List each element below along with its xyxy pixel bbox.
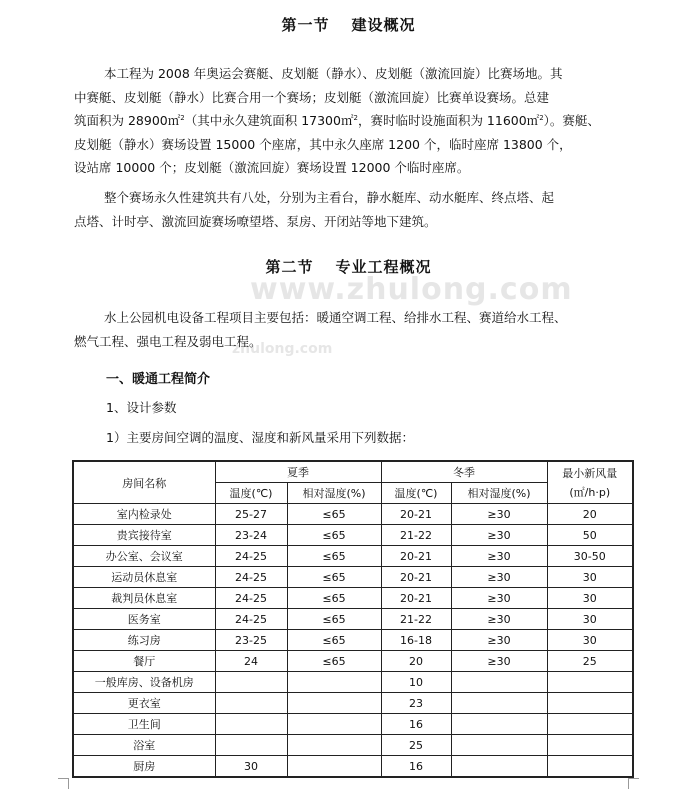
corner-mark	[58, 778, 69, 789]
cell-winter-humidity: ≥30	[451, 609, 547, 630]
cell-summer-temp: 24-25	[215, 546, 287, 567]
cell-winter-temp: 10	[381, 672, 451, 693]
cell-winter-temp: 21-22	[381, 609, 451, 630]
area-total: 筑面积为 28900㎡	[74, 113, 181, 128]
hvac-parameters-table	[72, 460, 634, 778]
table-row	[73, 735, 633, 756]
cell-fresh-air: 30	[547, 567, 633, 588]
cell-summer-temp	[215, 693, 287, 714]
section1-title-text: 建设概况	[351, 16, 416, 34]
superscript: 2	[539, 113, 544, 122]
cell-winter-humidity: ≥30	[451, 504, 547, 525]
cell-summer-temp: 24-25	[215, 588, 287, 609]
superscript: 2	[353, 113, 358, 122]
superscript: 2	[180, 113, 185, 122]
cell-summer-humidity	[287, 714, 381, 735]
table-row	[73, 609, 633, 630]
cell-winter-humidity: ≥30	[451, 525, 547, 546]
cell-summer-temp: 23-25	[215, 630, 287, 651]
cell-winter-humidity: ≥30	[451, 546, 547, 567]
text-line: 本工程为 2008 年奥运会赛艇、皮划艇（静水）、皮划艇（激流回旋）比赛场地。其	[104, 66, 563, 81]
cell-summer-humidity	[287, 735, 381, 756]
cell-summer-temp: 24-25	[215, 567, 287, 588]
cell-winter-humidity: ≥30	[451, 588, 547, 609]
header-summer-humidity: 相对湿度(%)	[287, 483, 381, 504]
table-row	[73, 588, 633, 609]
cell-summer-humidity: ≤65	[287, 651, 381, 672]
header-winter-temp: 温度(℃)	[381, 483, 451, 504]
cell-winter-temp: 16	[381, 756, 451, 778]
cell-summer-temp: 23-24	[215, 525, 287, 546]
cell-fresh-air	[547, 693, 633, 714]
cell-summer-humidity: ≤65	[287, 567, 381, 588]
cell-winter-temp: 20-21	[381, 588, 451, 609]
cell-winter-temp: 25	[381, 735, 451, 756]
section1-title	[0, 14, 697, 35]
section1-paragraph2	[74, 186, 638, 233]
text-line-area	[74, 109, 638, 133]
cell-summer-humidity	[287, 693, 381, 714]
cell-summer-humidity: ≤65	[287, 588, 381, 609]
text-line: 燃气工程、强电工程及弱电工程。	[74, 333, 262, 349]
cell-room: 厨房	[73, 756, 215, 778]
cell-room: 医务室	[73, 609, 215, 630]
cell-winter-temp: 21-22	[381, 525, 451, 546]
header-winter: 冬季	[381, 461, 547, 483]
cell-room: 卫生间	[73, 714, 215, 735]
watermark-large: www.zhulong.com	[250, 272, 573, 307]
cell-summer-temp: 30	[215, 756, 287, 778]
cell-winter-humidity	[451, 714, 547, 735]
cell-summer-humidity: ≤65	[287, 630, 381, 651]
cell-room: 贵宾接待室	[73, 525, 215, 546]
text-line: 整个赛场永久性建筑共有八处，分别为主看台，静水艇库、动水艇库、终点塔、起	[104, 190, 555, 205]
area-temporary: ，赛时临时设施面积为 11600㎡	[357, 113, 540, 128]
cell-fresh-air: 30	[547, 588, 633, 609]
cell-winter-temp: 23	[381, 693, 451, 714]
cell-room: 办公室、会议室	[73, 546, 215, 567]
cell-winter-humidity	[451, 672, 547, 693]
header-fresh-air-label: 最小新风量	[562, 466, 618, 480]
text-line: 水上公园机电设备工程项目主要包括：暖通空调工程、给排水工程、赛道给水工程、	[104, 310, 567, 325]
cell-fresh-air	[547, 714, 633, 735]
watermark-small: zhulong.com	[232, 341, 333, 357]
corner-mark	[628, 778, 639, 789]
cell-winter-humidity: ≥30	[451, 567, 547, 588]
table-row	[73, 756, 633, 778]
cell-winter-temp: 20-21	[381, 567, 451, 588]
cell-room: 裁判员休息室	[73, 588, 215, 609]
table-body	[73, 504, 633, 778]
table-row	[73, 651, 633, 672]
cell-fresh-air	[547, 756, 633, 778]
cell-fresh-air	[547, 672, 633, 693]
text-line: 点塔、计时亭、激流回旋赛场嘹望塔、泵房、开闭站等地下建筑。	[74, 213, 437, 229]
table-row	[73, 630, 633, 651]
cell-room: 一般库房、设备机房	[73, 672, 215, 693]
cell-winter-temp: 20-21	[381, 546, 451, 567]
table-row	[73, 504, 633, 525]
table-row	[73, 693, 633, 714]
cell-summer-humidity	[287, 672, 381, 693]
cell-fresh-air: 30	[547, 609, 633, 630]
section2-title-text: 专业工程概况	[335, 258, 432, 276]
cell-fresh-air: 30-50	[547, 546, 633, 567]
cell-fresh-air	[547, 735, 633, 756]
cell-summer-temp: 24	[215, 651, 287, 672]
cell-summer-humidity: ≤65	[287, 525, 381, 546]
header-room-name: 房间名称	[73, 461, 215, 504]
header-summer: 夏季	[215, 461, 381, 483]
header-fresh-air	[547, 461, 633, 504]
area-permanent: （其中永久建筑面积 17300㎡	[184, 113, 354, 128]
table-row	[73, 672, 633, 693]
cell-fresh-air: 30	[547, 630, 633, 651]
cell-summer-humidity	[287, 756, 381, 778]
cell-summer-temp: 24-25	[215, 609, 287, 630]
cell-summer-temp: 25-27	[215, 504, 287, 525]
cell-winter-temp: 20	[381, 651, 451, 672]
table-row	[73, 714, 633, 735]
table-row	[73, 525, 633, 546]
cell-summer-temp	[215, 672, 287, 693]
cell-room: 室内检录处	[73, 504, 215, 525]
text-line: 中赛艇、皮划艇（静水）比赛合用一个赛场；皮划艇（激流回旋）比赛单设赛场。总建	[74, 89, 550, 105]
cell-fresh-air: 25	[547, 651, 633, 672]
table-row	[73, 567, 633, 588]
cell-winter-temp: 16	[381, 714, 451, 735]
cell-summer-temp	[215, 714, 287, 735]
text-fragment: ）。赛艇、	[543, 113, 600, 128]
hvac-heading: 一、暖通工程简介	[106, 372, 211, 387]
section2-title-number: 第二节	[265, 258, 314, 276]
cell-winter-humidity: ≥30	[451, 651, 547, 672]
table-intro-item: 1）主要房间空调的温度、湿度和新风量采用下列数据：	[106, 430, 414, 445]
header-winter-humidity: 相对湿度(%)	[451, 483, 547, 504]
design-params-item: 1、设计参数	[106, 400, 177, 415]
cell-summer-humidity: ≤65	[287, 546, 381, 567]
section2-title	[0, 256, 697, 277]
cell-room: 餐厅	[73, 651, 215, 672]
header-fresh-air-unit: (㎡/h·p)	[569, 485, 611, 499]
cell-room: 更衣室	[73, 693, 215, 714]
cell-winter-temp: 20-21	[381, 504, 451, 525]
section1-paragraph1	[74, 62, 638, 180]
text-line: 设站席 10000 个；皮划艇（激流回旋）赛场设置 12000 个临时座席。	[74, 160, 470, 175]
header-summer-temp: 温度(℃)	[215, 483, 287, 504]
cell-summer-humidity: ≤65	[287, 609, 381, 630]
cell-winter-humidity	[451, 756, 547, 778]
text-line: 皮划艇（静水）赛场设置 15000 个座席，其中永久座席 1200 个，临时座席 13800 个，	[74, 136, 572, 152]
cell-room: 练习房	[73, 630, 215, 651]
section2-paragraph	[74, 306, 638, 353]
cell-fresh-air: 20	[547, 504, 633, 525]
cell-winter-temp: 16-18	[381, 630, 451, 651]
cell-fresh-air: 50	[547, 525, 633, 546]
table-row	[73, 546, 633, 567]
section1-title-number: 第一节	[281, 16, 330, 34]
cell-room: 浴室	[73, 735, 215, 756]
cell-winter-humidity	[451, 693, 547, 714]
cell-winter-humidity	[451, 735, 547, 756]
cell-room: 运动员休息室	[73, 567, 215, 588]
cell-summer-temp	[215, 735, 287, 756]
cell-summer-humidity: ≤65	[287, 504, 381, 525]
cell-winter-humidity: ≥30	[451, 630, 547, 651]
